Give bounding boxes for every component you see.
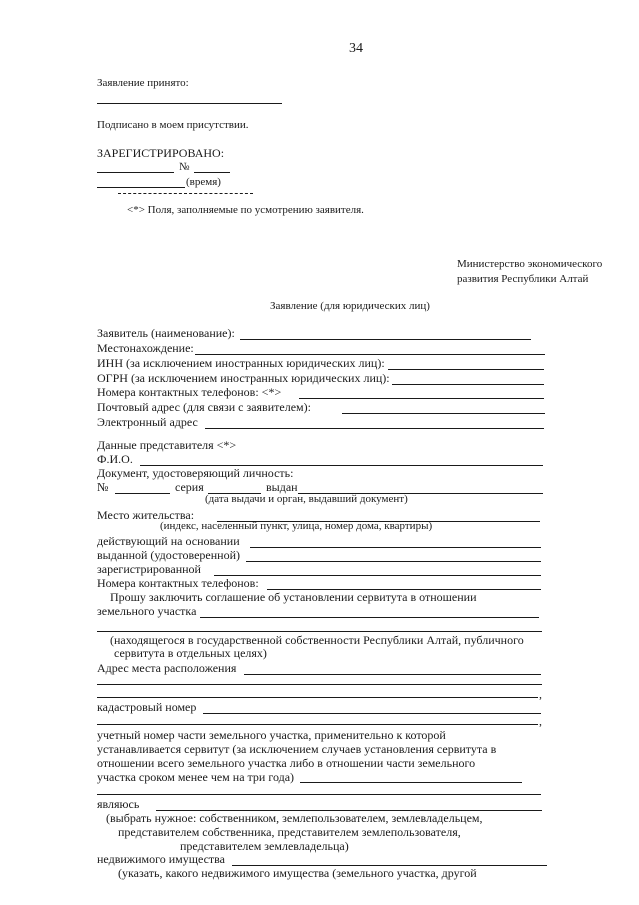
footnote: <*> Поля, заполняемые по усмотрению заявителя. bbox=[127, 204, 364, 216]
representative-registered-label: зарегистрированной bbox=[97, 562, 201, 576]
request-address-field[interactable] bbox=[244, 674, 541, 675]
request-address-label: Адрес места расположения bbox=[97, 661, 237, 675]
separator-line bbox=[118, 193, 253, 194]
applicant-phones-label: Номера контактных телефонов: <*> bbox=[97, 385, 282, 399]
request-part-line-3: отношении всего земельного участка либо в отношении части земельного bbox=[97, 756, 476, 770]
representative-issued-cert-label: выданной (удостоверенной) bbox=[97, 548, 240, 562]
request-part-line-4: участка сроком менее чем на три года) bbox=[97, 770, 295, 784]
request-choose-2: представителем собственника, представителем землепользователя, bbox=[118, 825, 461, 839]
applicant-phones-field[interactable] bbox=[299, 398, 544, 399]
request-plot-field[interactable] bbox=[200, 617, 539, 618]
applicant-ogrn-label: ОГРН (за исключением иностранных юридических лиц): bbox=[97, 371, 390, 385]
registered-number-sign: № bbox=[179, 161, 190, 173]
representative-phones-label: Номера контактных телефонов: bbox=[97, 576, 259, 590]
request-part-field[interactable] bbox=[300, 782, 522, 783]
applicant-email-label: Электронный адрес bbox=[97, 415, 198, 429]
applicant-name-field[interactable] bbox=[240, 339, 531, 340]
representative-residence-hint: (индекс, населенный пункт, улица, номер дома, квартиры) bbox=[160, 520, 433, 532]
request-address-field-2[interactable] bbox=[97, 684, 542, 685]
representative-fio-label: Ф.И.О. bbox=[97, 452, 133, 466]
registered-date-line bbox=[97, 172, 174, 173]
applicant-inn-label: ИНН (за исключением иностранных юридических лиц): bbox=[97, 356, 385, 370]
registered-label: ЗАРЕГИСТРИРОВАНО: bbox=[97, 146, 225, 160]
request-hint-1: (находящегося в государственной собственности Республики Алтай, публичного bbox=[110, 633, 524, 647]
representative-residence-label: Место жительства: bbox=[97, 508, 195, 522]
request-choose-3: представителем землевладельца) bbox=[180, 839, 349, 853]
registered-time-line bbox=[97, 187, 185, 188]
representative-number-field[interactable] bbox=[115, 493, 170, 494]
registered-number-line bbox=[194, 172, 230, 173]
request-plot-field-2[interactable] bbox=[97, 631, 542, 632]
applicant-postal-label: Почтовый адрес (для связи с заявителем): bbox=[97, 400, 311, 414]
request-part-field-2[interactable] bbox=[97, 794, 541, 795]
addressee-line-1: Министерство экономического bbox=[457, 258, 603, 270]
registered-time-label: (время) bbox=[186, 176, 221, 188]
request-cadastral-label: кадастровый номер bbox=[97, 700, 197, 714]
accepted-label: Заявление принято: bbox=[97, 77, 189, 89]
applicant-ogrn-field[interactable] bbox=[392, 384, 544, 385]
request-part-line-1: учетный номер части земельного участка, применительно к которой bbox=[97, 728, 446, 742]
applicant-location-field[interactable] bbox=[195, 354, 545, 355]
document-title: Заявление (для юридических лиц) bbox=[270, 300, 430, 312]
applicant-inn-field[interactable] bbox=[388, 369, 544, 370]
request-address-field-3[interactable] bbox=[97, 697, 538, 698]
request-am-label: являюсь bbox=[97, 797, 140, 811]
request-part-line-2: устанавливается сервитут (за исключением случаев установления сервитута в bbox=[97, 742, 497, 756]
representative-registered-field[interactable] bbox=[214, 575, 541, 576]
request-cadastral-field[interactable] bbox=[203, 713, 541, 714]
representative-issued-cert-field[interactable] bbox=[246, 561, 541, 562]
request-line-2: земельного участка bbox=[97, 604, 197, 618]
request-cadastral-field-2[interactable] bbox=[97, 724, 538, 725]
applicant-location-label: Местонахождение: bbox=[97, 341, 194, 355]
signed-label: Подписано в моем присутствии. bbox=[97, 119, 249, 131]
request-property-hint: (указать, какого недвижимого имущества (земельного участка, другой bbox=[118, 866, 477, 880]
addressee-line-2: развития Республики Алтай bbox=[457, 273, 589, 285]
representative-issued-hint: (дата выдачи и орган, выдавший документ) bbox=[205, 493, 408, 505]
representative-id-label: Документ, удостоверяющий личность: bbox=[97, 466, 294, 480]
request-cadastral-comma: , bbox=[539, 714, 542, 728]
request-line-1: Прошу заключить соглашение об установлении сервитута в отношении bbox=[110, 590, 477, 604]
representative-number-sign: № bbox=[97, 480, 109, 494]
request-property-label: недвижимого имущества bbox=[97, 852, 225, 866]
request-address-comma: , bbox=[539, 687, 542, 701]
representative-basis-field[interactable] bbox=[250, 547, 541, 548]
applicant-email-field[interactable] bbox=[205, 428, 544, 429]
representative-basis-label: действующий на основании bbox=[97, 534, 240, 548]
representative-series-label: серия bbox=[175, 480, 204, 494]
representative-issued-label: выдан bbox=[266, 480, 298, 494]
representative-heading: Данные представителя <*> bbox=[97, 438, 237, 452]
applicant-name-label: Заявитель (наименование): bbox=[97, 326, 235, 340]
accepted-line bbox=[97, 103, 282, 104]
request-choose-1: (выбрать нужное: собственником, землепользователем, землевладельцем, bbox=[106, 811, 483, 825]
page-number: 34 bbox=[349, 41, 363, 56]
request-hint-2: сервитута в отдельных целях) bbox=[114, 646, 267, 660]
applicant-postal-field[interactable] bbox=[342, 413, 545, 414]
